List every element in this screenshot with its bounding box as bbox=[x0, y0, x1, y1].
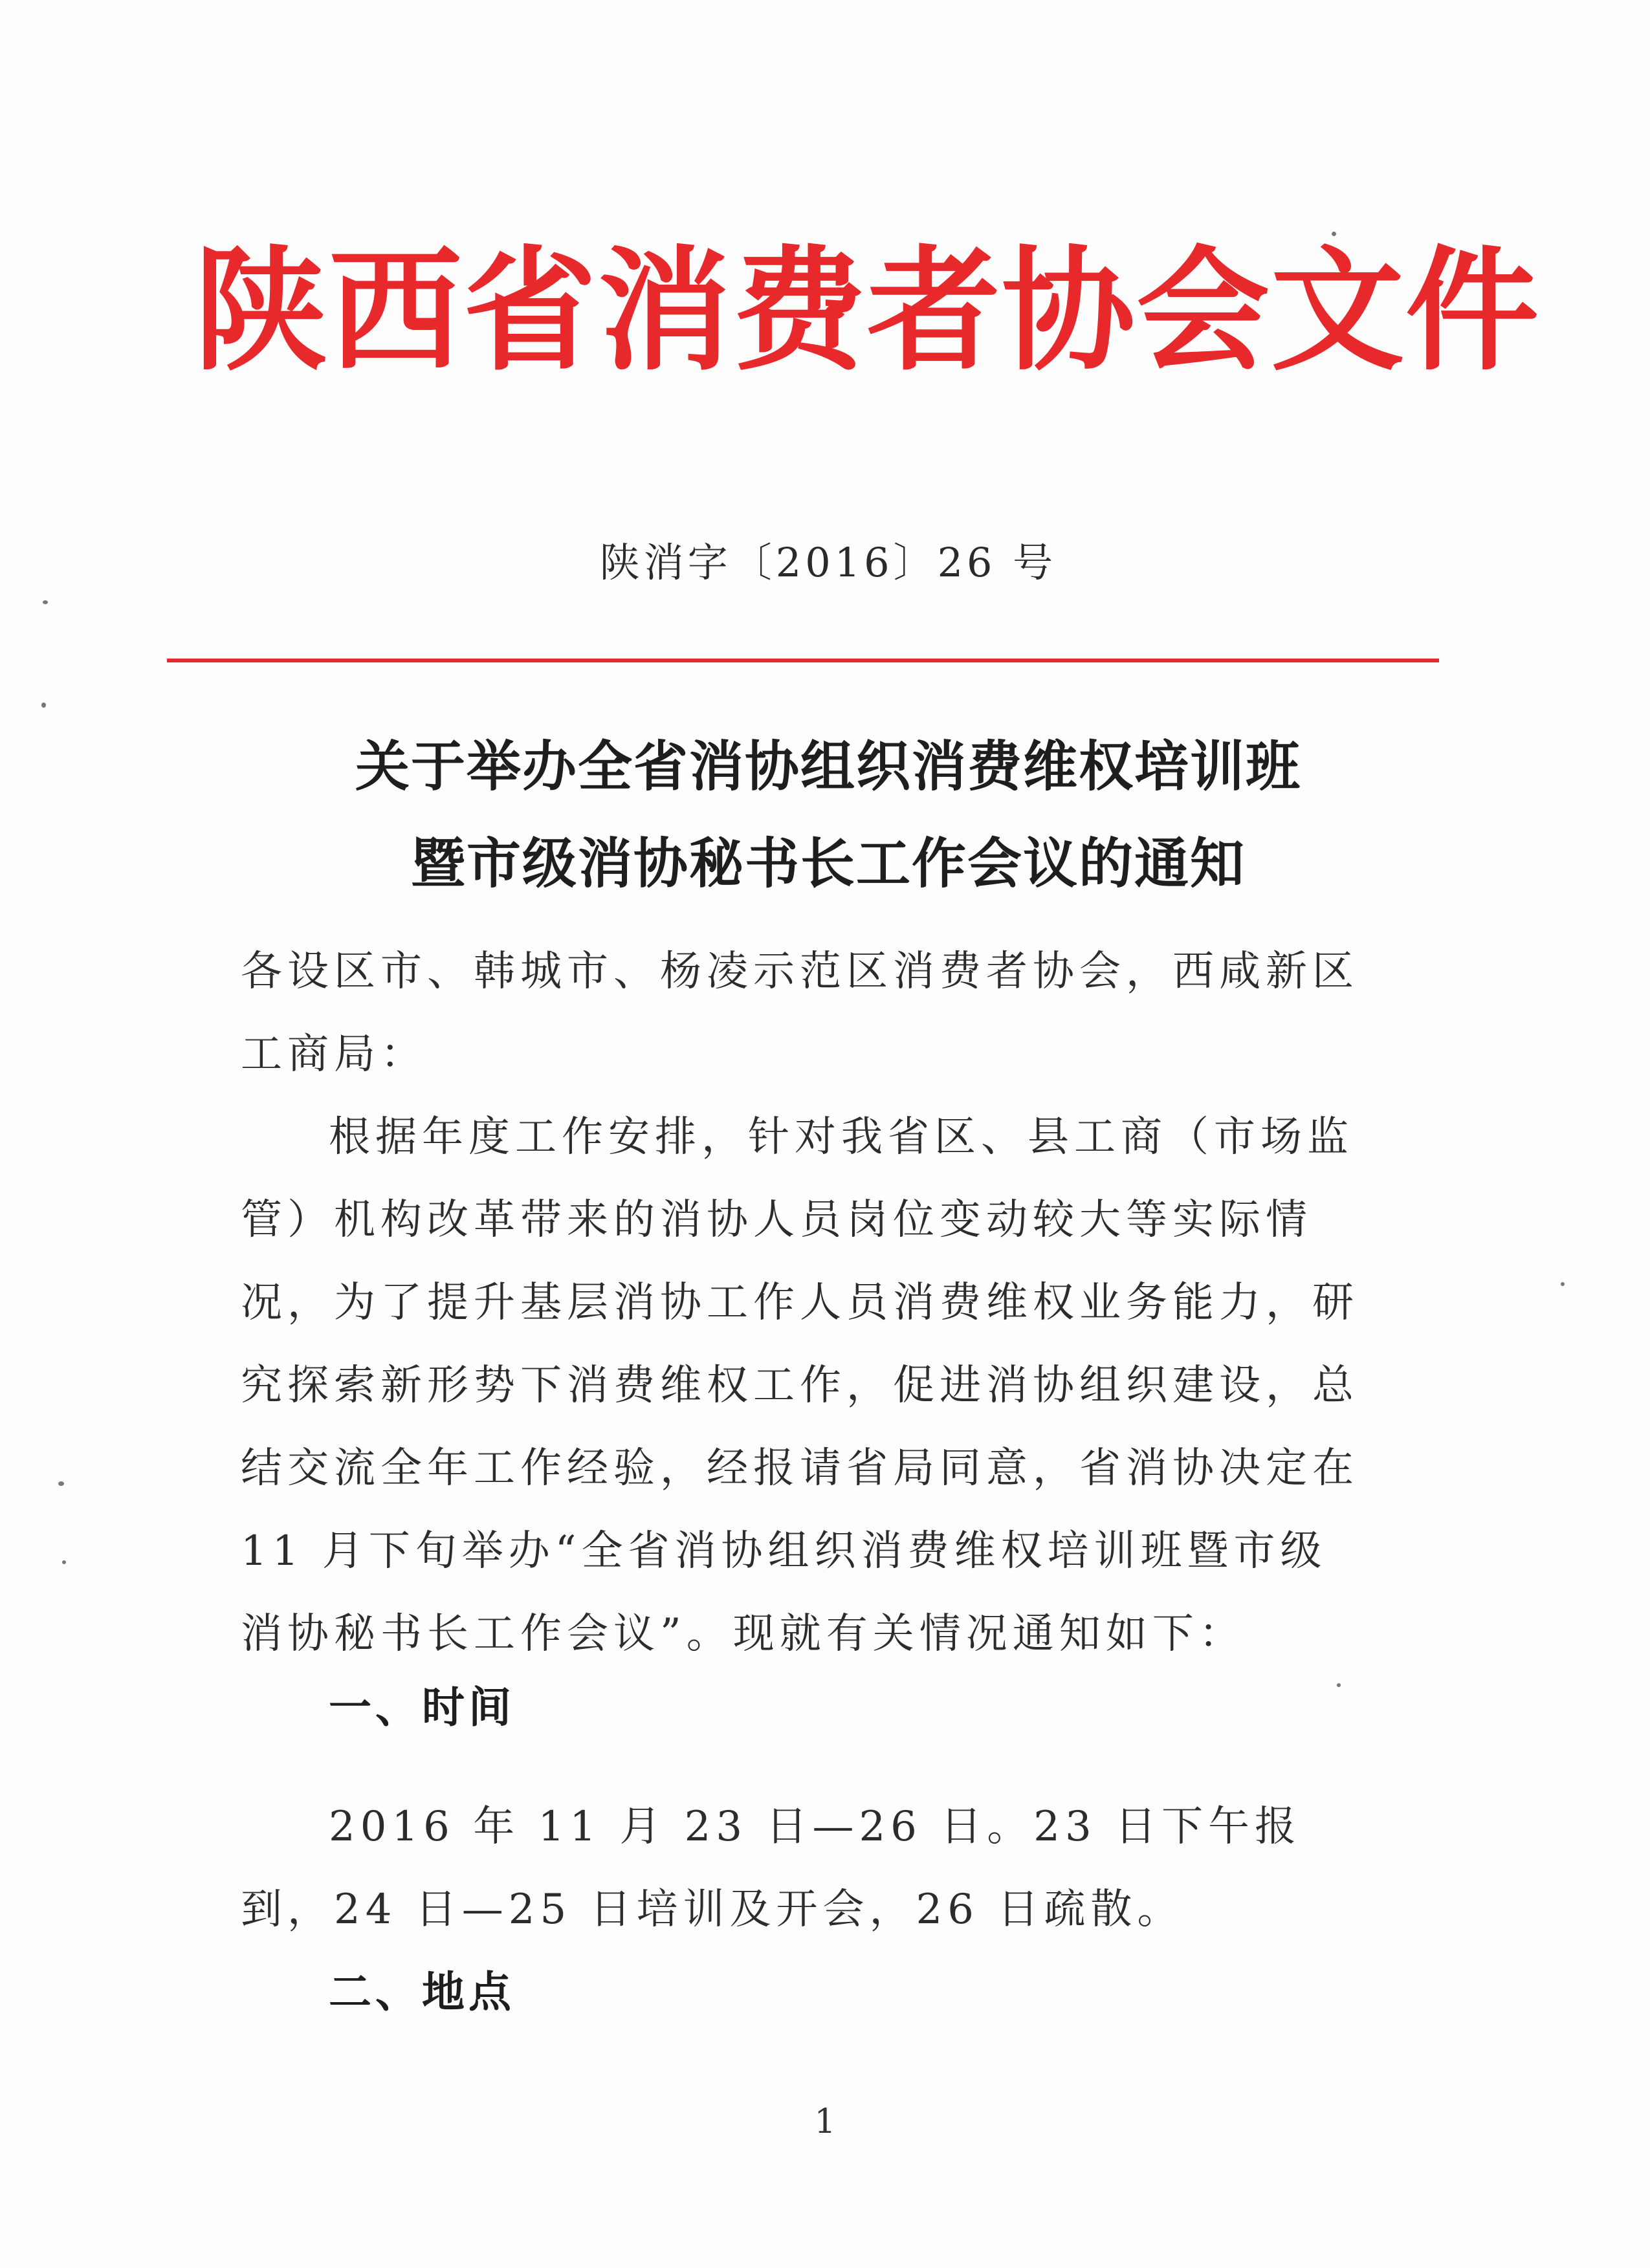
notice-title-line-1: 关于举办全省消协组织消费维权培训班 bbox=[355, 735, 1301, 798]
scan-speck bbox=[58, 1481, 64, 1486]
scan-speck bbox=[1337, 1683, 1341, 1687]
notice-title-line-2: 暨市级消协秘书长工作会议的通知 bbox=[410, 832, 1246, 895]
section-heading-location: 二、地点 bbox=[329, 1967, 515, 2017]
section-time-text: 2016 年 11 月 23 日—26 日。23 日下午报到，24 日—25 日培训及开会，26 日疏散。 bbox=[241, 1803, 1302, 1934]
scan-speck bbox=[62, 1560, 66, 1564]
document-number: 陕消字〔2016〕26 号 bbox=[599, 539, 1057, 586]
document-header-title: 陕西省消费者协会文件 bbox=[194, 232, 1541, 389]
section-heading-time: 一、时间 bbox=[329, 1683, 515, 1732]
scan-speck bbox=[1561, 1282, 1565, 1286]
scan-speck bbox=[41, 703, 46, 708]
header-divider bbox=[167, 659, 1439, 662]
body-paragraph-1: 根据年度工作安排，针对我省区、县工商（市场监管）机构改革带来的消协人员岗位变动较大等实际情况，为了提升基层消协工作人员消费维权业务能力，研究探索新形势下消费维权工作，促进消协组织建设，总结交流全年工作经验，经报请省局同意，省消协决定在 11 月下旬举办“全省消协组织消费维权培训班暨市级消协秘书长工作会议”。现就有关情况通知如下： bbox=[241, 1113, 1359, 1658]
notice-title bbox=[194, 718, 1462, 912]
scan-speck bbox=[43, 600, 48, 604]
page-number: 1 bbox=[814, 2102, 836, 2141]
addressee: 各设区市、韩城市、杨凌示范区消费者协会，西咸新区工商局： bbox=[241, 948, 1359, 1078]
